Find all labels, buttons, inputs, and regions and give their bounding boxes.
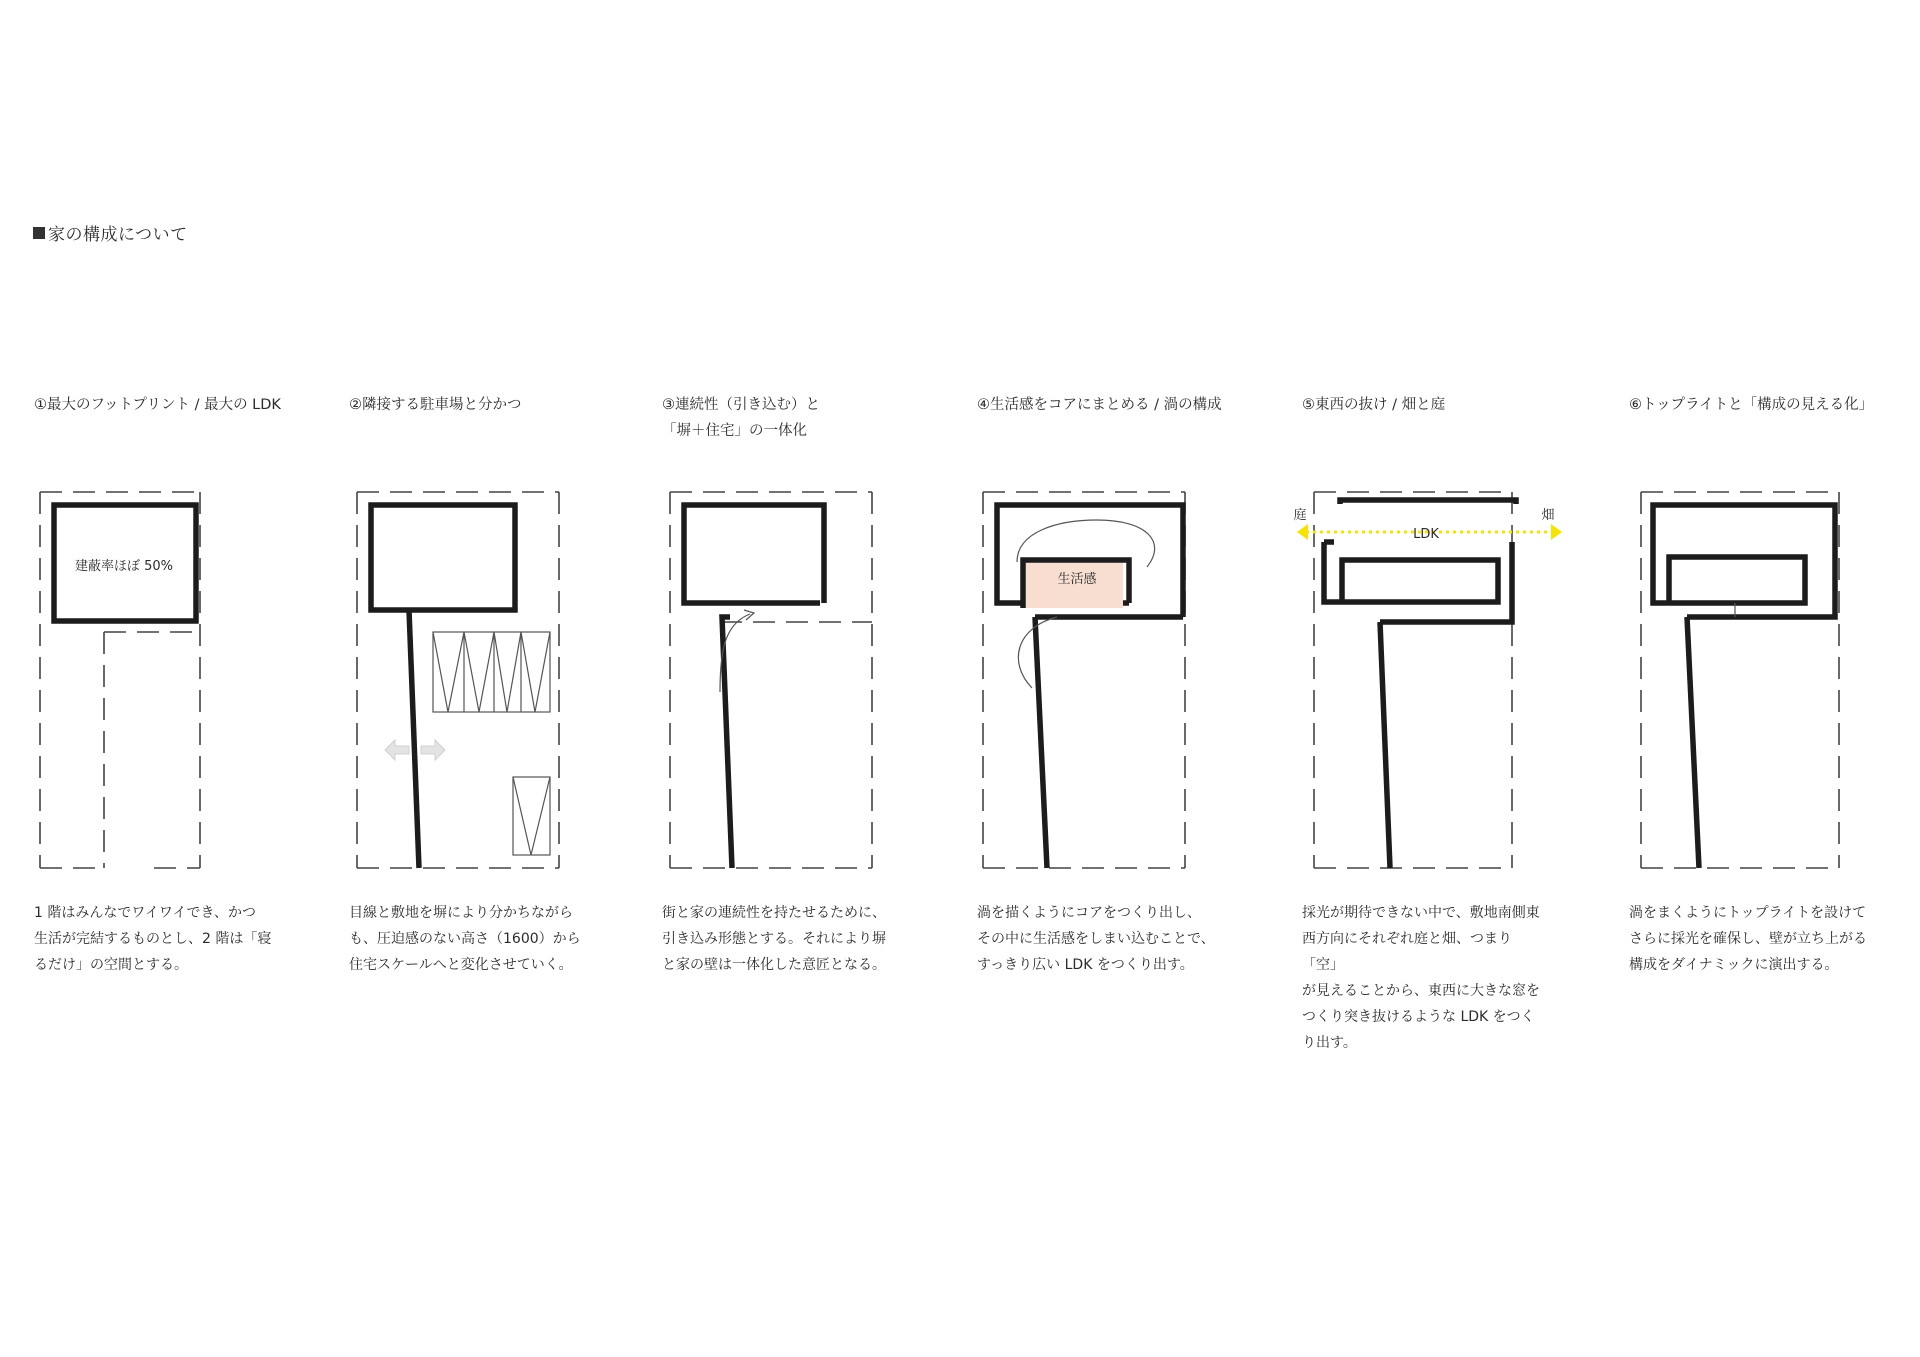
ldk-label: LDK [1413,527,1439,542]
step-1-title: ①最大のフットプリント / 最大の LDK [34,397,281,413]
step-4-diagram [977,392,1227,892]
step-2-title: ②隣接する駐車場と分かつ [349,397,522,413]
coverage-label: 建蔽率ほぼ 50% [74,559,174,574]
heading-square-icon [33,227,45,239]
step-3-title: ③連続性（引き込む）と 「塀＋住宅」の一体化 [662,397,820,439]
heading-text: 家の構成について [48,225,188,245]
step-4-desc: 渦を描くようにコアをつくり出し、 その中に生活感をしまい込むことで、 すっきり広い LDK をつくり出す。 [977,905,1215,973]
step-2-desc: 目線と敷地を塀により分かちながら も、圧迫感のない高さ（1600）から 住宅スケールへと変化させていく。 [349,905,581,973]
step-2-diagram [349,392,599,892]
step-1-diagram [34,392,284,892]
step-6-desc: 渦をまくようにトップライトを設けて さらに採光を確保し、壁が立ち上がる 構成をダイナミックに演出する。 [1629,905,1867,973]
step-3-diagram [662,392,912,892]
core-label: 生活感 [1057,572,1097,587]
page-heading [33,220,188,245]
field-label: 畑 [1541,508,1555,523]
step-5-title: ⑤東西の抜け / 畑と庭 [1302,397,1446,413]
step-3-desc: 街と家の連続性を持たせるために、 引き込み形態とする。それにより塀 と家の壁は一体化した意匠となる。 [662,905,886,973]
parking-stalls [433,632,550,855]
step-5-desc: 採光が期待できない中で、敷地南側東 西方向にそれぞれ庭と畑、つまり「空」 が見えることから、東西に大きな窓を つくり突き抜けるような LDK をつく り出す。 [1302,905,1540,1051]
step-2 [349,392,599,973]
step-4-title: ④生活感をコアにまとめる / 渦の構成 [977,397,1222,413]
step-5-diagram [1293,392,1555,892]
step-5 [1293,392,1555,1051]
step-1-desc: 1 階はみんなでワイワイでき、かつ 生活が完結するものとし、2 階は「寝 るだけ」の空間とする。 [34,905,272,973]
step-6 [1629,392,1879,973]
step-1 [34,392,284,973]
garden-label: 庭 [1293,508,1307,523]
step-6-title: ⑥トップライトと「構成の見える化」 [1629,397,1874,413]
step-4 [977,392,1227,973]
step-6-diagram [1629,392,1879,892]
step-3 [662,392,912,973]
